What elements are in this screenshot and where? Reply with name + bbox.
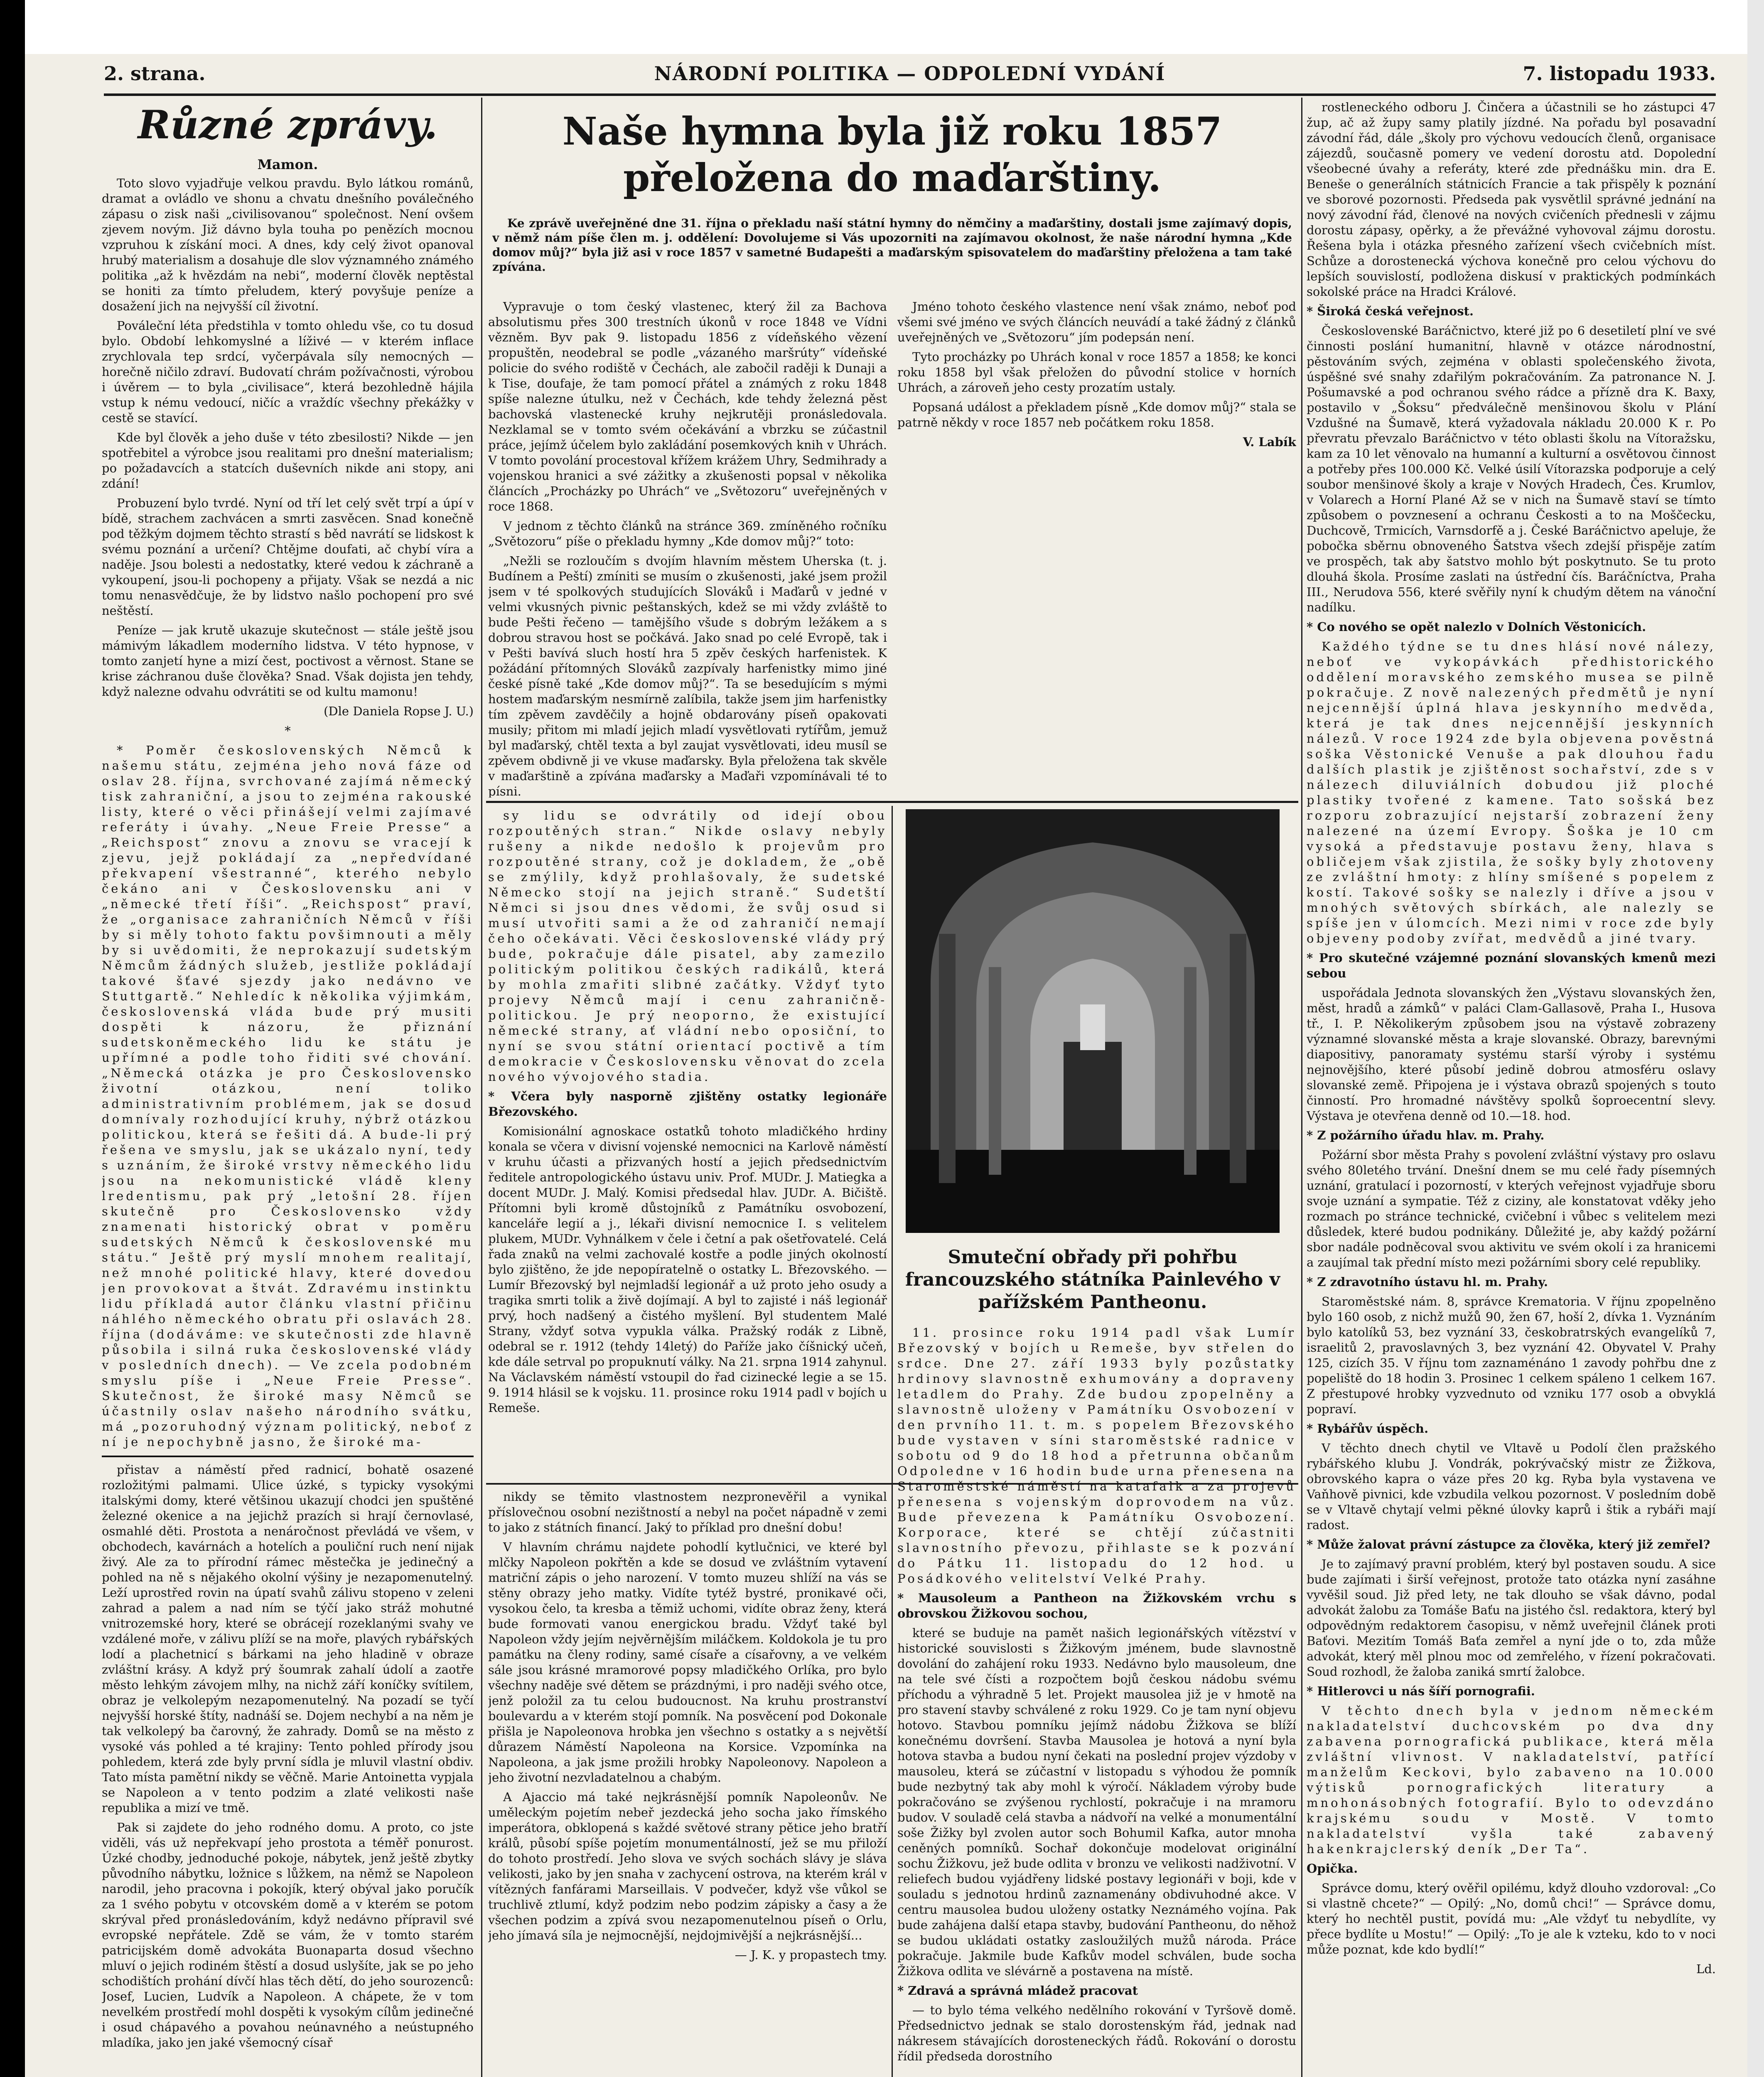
article-title: * Pro skutečné vzájemné poznání slovanských kmenů mezi sebou: [1307, 951, 1716, 980]
pantheon-funeral-photo: [906, 809, 1280, 1233]
article-paragraph: Československé Baráčnictvo, které již po 6 desetiletí plní ve své činnosti poslání humanitní, hlavně v otázce národnostní, pěstováním svých, zejména v oblasti společenského života, úspěšné své snahy zdařilým pokračováním. Za patronance N. J. Pošumavské a pod ochranou svého rádce a přízně dra K. Baxy, postavilo v „Šoksu“ předválečně menšinovou školu v Plání Vzdušné na Šumavě, která vyžadovala nákladu 20.000 K r. Po převratu převzalo Baráčnictvo v této oblasti školu na Vítoražsku, kam za 10 let věnovalo na humanní a kulturní a osvětovou činnost a potřeby přes 100.000 Kč. Velké úsilí Vítorazska podporuje a celý soubor menšinové školy a kraje v Nových Hradech, Čes. Krumlov, v Volarech a Horní Plané Až se v nich na Šumavě staví se tímto způsobem o povznesení a ochranu Českosti a to na Moščecku, Duchcově, Trmicích, Varnsdorfě a j. České Baráčnictvo apeluje, že pobočka sběrnu obnoveného Šatstva všech zdejší přispěje zatím ve prospěch, tak aby šatstvo mohlo být poskytnuto. Se tu proto dlouhá škola. Prosíme zaslati na ústřední čís. Baráčníctva, Praha III., Nerudova 556, které svěřily nyní k chudým dětem na vánoční nadílku.: [1307, 324, 1716, 614]
column-rule-3: [1301, 98, 1302, 2077]
article-paragraph: které se buduje na pamět našich legionářských vítězství v historické souvislosti s Žižkovým jménem, bude slavnostně dovolání do zahájení roku 1933. Nedávno bylo mausoleum, dne na tele své čísti a rozpočtem bojů českou nádobu svému příchodu a výhradně 5 let. Projekt mausolea již je v hmotě na pro stavení stavby schválené z roku 1929. Co je tam nyní objevu hotovo. Stavbou pomníku jejímž nádobu Žižkova se blíží konečnému dovršení. Stavba Mausolea je hotová a nyní byla hotova stavba a budou nyní čekati na poslední projev výzdoby v mausoleu, která se zúčastní v listopadu s výhodou že pomník bude nezbytný tak aby mohl k výročí. Nákladem výroby bude pokračováno se zvýšenou rychlostí, pokračuje i na mramoru budov. V souladě celá stavba a nádvoří na velké a monumentální soše Žižky byl zvolen autor soch Bohumil Kafka, autor mnoha ceněných pomníků. Sochař dokončuje modelovat originální sochu Žižkovu, jež bude odlita v bronzu ve velikosti nadživotní. V reliefech budou vyjádřeny lidské postavy legionáři v boji, kde v souladu s jednotou hrdinů zaznamenány obdivuhodné akce. V centru mausolea budou uloženy ostatky Neznámého vojína. Pak bude zahájena další etapa stavby, budování Pantheonu, do něhož se budou ukládati ostatky zasloužilých mužů národa. Práce pokračuje. Jakmile bude Kafkův model schválen, bude socha Žižkova odlita ve slévárně a postavena na místě.: [897, 1626, 1296, 1978]
article-paragraph: Peníze — jak krutě ukazuje skutečnost — stále ještě jsou mámivým lákadlem moderního lidstva. V této hypnose, v tomto zanjetí hyne a mizí čest, poctivost a věrnost. Stane se krise záchranou duše člověka? Snad. Však dojista jen tehdy, když nalezne odvahu odvrátiti se od kultu mamonu!: [102, 623, 474, 699]
article-paragraph: — to bylo téma velkého nedělního rokování v Tyršově domě. Předsednictvo jednak se stalo dorostenským řád, jednak nad nákresem stávajících dorosteneckých řádů. Rokování o dorostu řídil předseda dorostního: [897, 2003, 1296, 2063]
article-paragraph: Je to zajímavý pravní problém, který byl postaven soudu. A sice bude zajímati i širší veřejnost, protože tato otázka nyní zasáhne vyvěšil soud. Již před lety, ne tak dlouho se však dávno, podal advokát žalobu za Tomáše Baťu na jistého čsl. redaktora, který byl odpovědným redaktorem časopisu, v němž uveřejnil článek proti Baťovi. Mezitím Tomáš Baťa zemřel a nyní jde o to, zda může advokát, který měl plnou moc od zemřelého, v řízení pokračovati. Soud rozhodl, že žaloba zaniká smrtí žalobce.: [1307, 1557, 1716, 1679]
column-rule-1: [481, 98, 482, 2077]
header-rule: [104, 93, 1716, 96]
article-title-mladez: * Zdravá a správná mládež pracovat: [897, 1984, 1138, 1998]
hymna-column-right: [897, 299, 1296, 798]
column-divider: [102, 1456, 474, 1457]
scan-top-margin: [0, 0, 1764, 54]
article-title: * Z zdravotního ústavu hl. m. Prahy.: [1307, 1275, 1548, 1289]
article-paragraph: Pováleční léta předstihla v tomto ohledu vše, co tu dosud bylo. Období lehkomyslné a líživé — v kterém inflace zrychlovala tep srdcí, vyčerpávala síly nemocných — horečně ničilo zdraví. Budovatí chrám požívačnosti, výrobou i úvěrem — to byla „civilisace“, která bezohledně hájila vstup k nému vedoucí, ničíc a vraždíc všechny překážky v cestě se stavící.: [102, 319, 474, 425]
column-rule-2: [892, 806, 893, 2077]
column-2-bottom: [488, 1489, 887, 2077]
article-paragraph: Vypravuje o tom český vlastenec, který žil za Bachova absolutismu přes 300 trestních úkonů v roce 1848 ve Vídni vězněm. Byv pak 9. listopadu 1856 z vídeňského vězení propuštěn, neodebral se podle „vázaného maršrúty“ vídeňské policie do svého rodiště v Čechách, ale zabočil raději k Dunaji a k Tise, doufaje, že tam pomocí přátel a známých z roku 1848 spíše nalezne útulku, než v Čechách, kde tehdy železná pěst bachovská vlastenecké kruhy nejkrutěji pronásledovala. Nezklamal se v tomto svém očekávání a vbrzku se zúčastnil práce, jejímž účelem bylo zakládání posemkových knih v Uhrách. V tomto povolání procestoval křížem krážem Uhry, Sedmihrady a vojenskou hranici a své zážitky a zkušenosti popsal v několika článcích „Procházky po Uhrách“ ve „Světozoru“ uveřejněných v roce 1868.: [488, 300, 887, 513]
article-title: * Široká česká veřejnost.: [1307, 304, 1474, 318]
article-source: (Dle Daniela Ropse J. U.): [324, 704, 474, 718]
article-signature: — J. K. y propastech tmy.: [735, 1948, 887, 1962]
article-paragraph: nikdy se těmito vlastnostem nezpronevěřil a vynikal příslovečnou osobní nezištností a nebyl na počet nápadně v zemi to jako z státních financí. Jaký to příklad pro dnešní dobu!: [488, 1490, 887, 1534]
article-title: * Co nového se opět nalezlo v Dolních Věstonicích.: [1307, 620, 1646, 634]
column-3-bottom: [897, 1325, 1296, 2077]
article-title: * Rybářův úspěch.: [1307, 1421, 1429, 1436]
article-title-mamon: Mamon.: [257, 157, 318, 172]
article-paragraph: Jméno tohoto českého vlastence není však známo, neboť pod všemi své jméno ve svých článcích neuvádí a také žádný z článků uveřejněných ve „Světozoru“ jím podepsán není.: [897, 300, 1296, 344]
article-paragraph: V těchto dnech chytil ve Vltavě u Podolí člen pražského rybářského klubu J. Vondrák, pokrývačský mistr ze Žižkova, obrovského kapra o váze přes 20 kg. Ryba byla vystavena ve Vaňhově pivnici, kde vzbudila velkou pozornost. V posledním době se v Vltavě chytají velmi pěkné úlovky kaprů i štik a rybáři mají radost.: [1307, 1441, 1716, 1532]
article-title: * Hitlerovci u nás šíří pornografii.: [1307, 1684, 1535, 1698]
article-signature: V. Labík: [1243, 435, 1296, 449]
center-story-rule: [486, 801, 1298, 803]
article-title: * Z požárního úřadu hlav. m. Prahy.: [1307, 1128, 1545, 1142]
article-paragraph: Toto slovo vyjadřuje velkou pravdu. Bylo látkou románů, dramat a ovládlo ve shonu a chvatu dnešního poválečného zápasu o zisk naši „civilisovanou“ společnost. Není ovšem zjevem novým. Již dávno byla touha po penězích mocnou vzpruhou k získání moci. A dnes, kdy celý život opanoval hrubý materialism a dosahuje dle slov významného známého politika „až k hvězdám na nebi“, moderní člověk neptěstal se honiti za tímto přeludem, který povyšuje peníze a dosažení jich na nejvyšší cíl životní.: [102, 176, 474, 313]
lead-intro: [492, 216, 1292, 293]
article-paragraph-pomer: * Poměr československých Němců k našemu státu, zejména jeho nová fáze od oslav 28. října, svrchované zajímá německý tisk zahraniční, a jsou to zejména rakouské listy, které o věci přinášejí velmi zajímavé referáty i úvahy. „Neue Freie Presse“ a „Reichspost“ znovu a znovu se vracejí k zjevu, jejž pokládají za „nepředvídané překvapení všestranné“, kterého nebylo čekáno ani v Československu ani v „německé třetí říši“. „Reichspost“ praví, že „organisace zahraničních Němců v říši by si měly tohoto faktu povšimnouti a měly by si uvědomiti, že neprokazují sudetským Němcům žádných služeb, jestliže pokládají takové šťavé sjezdy jako nedávno ve Stuttgartě.“ Nehledíc k několika výjimkám, československá vláda bude prý musiti dospěti k názoru, že přiznání sudetskoněmeckého lidu ke státu je upřímné a podle toho řiditi své chování. „Německá otázka je pro Československo životní otázkou, není toliko administrativním problémem, jak se dosud domnívaly rozhodující kruhy, nýbrž otázkou politickou, která se řešiti dá. A bude-li prý řešena ve smyslu, jak se ukázalo nyní, tedy s uznáním, že široké vrstvy německého lidu jsou na nekomunistické vládě kleny lredentismu, pak prý „letošní 28. říjen skutečně pro Československo vždy znamenati historický obrat v poměru sudetských Němců k československé mu státu.“ Ještě prý myslí mnohem realitají, než mnohé politické hlavy, které dovedou jen provokovat a štvát. Zdravému instinktu lidu příkladá autor článku vlastní přičinu náhlého německého obratu při oslavách 28. října (dodáváme: ve skutečnosti zde hlavně působila i silná ruka československé vlády v posledních dnech). — Ve zcela podobném smyslu píše i „Neue Freie Presse“. Skutečnost, že široké masy Němců se účastnily oslav našeho národního svátku, má „pozoruhodný význam politický, neboť z ní je nepochybně jasno, že široké ma-: [102, 743, 474, 1449]
issue-date: 7. listopadu 1933.: [1523, 62, 1716, 85]
column-2-middle: [488, 808, 887, 1481]
lead-paragraph: Ke zprávě uveřejněné dne 31. října o překladu naší státní hymny do němčiny a maďarštiny, dostali jsme zajímavý dopis, v němž nám píše člen m. j. oddělení: Dovolujeme si Vás upozorniti na zajímavou okolnost, že naše národní hymna „Kde domov můj?“ byla již asi v roce 1857 v sametné Budapešti a maďarským spisovatelem do maďarštiny přeložena a tam také zpívána.: [492, 216, 1292, 274]
article-title: * Může žalovat právní zástupce za člověka, který již zemřel?: [1307, 1537, 1710, 1552]
masthead: NÁRODNÍ POLITIKA — ODPOLEDNÍ VYDÁNÍ: [654, 62, 1166, 85]
lead-headline: Naše hymna byla již roku 1857 přeložena do maďarštiny.: [562, 109, 1222, 200]
article-paragraph: Probuzení bylo tvrdé. Nyní od tří let celý svět trpí a úpí v bídě, strachem zachvácen a smrti zasvěcen. Snad konečně pod těžkým dojmem těchto strastí s běd navrátí se lidskost k svému poznání a určení? Chtějme doufati, ač chybí víra a naděje. Jsou bolesti a nedostatky, které vedou k záchraně a vykoupení, jsou-li pochopeny a přijaty. Však se nezdá a nic tomu nenasvědčuje, že by lidstvo našlo pochopení pro své neštěstí.: [102, 496, 474, 618]
article-paragraph: V hlavním chrámu najdete pohodlí kytlučnici, ve které byl mlčky Napoleon pokřtěn a kde se dosud ve zvláštním vytavení matriční zápis o jeho narození. V tomto muzeu shlíží na vás se stěny obrazy jeho matky. Vidíte tytéž bystré, pronikavé oči, vysokou čelo, ta kresba a těmiž uchomi, vidíte obraz ženy, která bude formovati vanou energickou bradu. Vždyť také byl Napoleon vždy jejím nejvěrnějším miláčkem. Koldokola je tu pro památku na členy rodiny, samé císaře a císařovny, a ve velkém sále jsou krásné mramorové popsy mladičkého Orlíka, pro bylo všechny naděje své dětem se prázdnými, i pro naději svého otce, jenž položil za tu celou budoucnost. Na kruhu prostranství boulevardu a v kterém stojí pomník. Na posvěcení pod Dokonale přišla je Napoleonova hrobka jen všechno s ostatky a s největší důrazem Náměstí Napoleona na Korsice. Vzpomínka na Napoleona, a jak jsme prožili hrobky Napoleonovy. Napoleon a jeho životní nezvladatelnou a chabým.: [488, 1540, 887, 1785]
page-header: [104, 62, 1716, 96]
article-paragraph: rostleneckého odboru J. Činčera a účastnili se ho zástupci 47 žup, ač až župy samy platily jízdné. Na pořadu byl posavadní závodní řád, dále „školy pro výchovu vedoucích členů, organisace zájezdů, současně pomery ve vedení dorostu atd. Dopolední všeobecné úvahy a referáty, které zde přednášku min. dra E. Beneše o generálních státnicích Francie a tak přispěly k poznání ve sborové pozornosti. Předseda pak vysvětlil správné jednání na nový závodní řád, členové na nových cvičeních přednesli v zájmu dorostu zápasy, opěrky, a že převážné vyhovoval zájmu dorostu. Řešena byla i otázka přesného zařízení všech cvičebních míst. Schůze a dorostenecká výchova konečně pro celou výchovu do lepších souvislostí, podložena diskusí v praktických podmínkách sokolské práce na Hradci Králové.: [1307, 100, 1716, 299]
section-divider: *: [285, 724, 291, 738]
article-paragraph: V jednom z těchto článků na stránce 369. zmíněného ročníku „Světozoru“ píše o překladu hymny „Kde domov můj?“ toto:: [488, 519, 887, 548]
photo-caption: Smuteční obřady při pohřbu francouzského státníka Painlevého v pařížském Pantheonu.: [905, 1247, 1280, 1313]
scan-left-border: [0, 0, 25, 2077]
article-paragraph: Požární sbor města Prahy s povolení zvláštní výstavy pro oslavu svého 80letého trvání. Dnešní dnem se mu celé řady písemných uznání, gratulací i pozorností, v kterých veřejnost vyjadřuje sboru svoje uznání a sympatie. Též z ciziny, ale konstatovat vděky jeho rozmach po stránce technické, cvičební i vůbec s velitelem mezi důsledek, které budou podnikány. Důležité je, aby každý požární sbor nadále podněcoval svou aktivitu ve svém okolí i za hranicemi a zaujímal tak přední místo mezi požárními sbory celé republiky.: [1307, 1148, 1716, 1269]
article-paragraph: Tyto procházky po Uhrách konal v roce 1857 a 1858; ke konci roku 1858 byl však přeložen do původní stolice v horních Uhrách, a zároveň jeho cesty prozatím ustaly.: [897, 350, 1296, 395]
article-paragraph: „Nežli se rozloučím s dvojím hlavním městem Uherska (t. j. Budínem a Peští) zmíniti se musím o zkušenosti, jaké jsem prožil jsem v té spolkových studujících Slováků i Maďarů v jedné v velmi vkusných pivnic peštanských, kdež se mi vždy zvláště to bude Pešti řečeno — tamějšího všude s dobrým ležákem a s dobrou stravou host se počkává. Jako snad po celé Evropě, tak i v Pešti bavívá sluch hostí hra 5 zpěv českých harfenistek. K požádání přítomných Slováků zazpívaly harfenistky mimo jiné české písně také „Kde domov můj?“. Ta se besedujícím s mými hostem maďarským nesmírně zalíbila, takže jsem jim harfenistky tím zpěvem zavděčily a hojně obdarovány píseň opakovati musily; přitom mi mladí jejich mladí vysvětlovati rytířům, jemuž byl maďarský, chtěl texta a byl zaujat vysvětlovati, ideu musíl se zpěvem obdivně ji ve vkuse maďarsky. Byla přeložena tak skvěle v maďarštině a zpívána maďarsky a Maďaři vzpomínávali té to písni.: [488, 554, 887, 798]
column-4: [1307, 100, 1716, 2077]
section-heading: Různé zprávy.: [138, 102, 438, 148]
article-paragraph: Kde byl člověk a jeho duše v této zbesilosti? Nikde — jen spotřebitel a výrobce jsou realitami pro dnešní materialism; po požadavcích a statcích duševních nikde ani stopy, ani zdání!: [102, 430, 474, 491]
photo-illustration: [906, 809, 1280, 1233]
article-paragraph: uspořádala Jednota slovanských žen „Výstavu slovanských žen, měst, hradů a zámků“ v paláci Clam-Gallasově, Praha I., Husova tř., I. P. Několikerým způsobem jsou na výstavě zobrazeny významné slovanské města a kraje slovanské. Obrazy, barevnými diapositivy, panoramaty systému starší výroby i systému nejnovějšího, které působí jedině dobrou atmosféru oslavy slovanské země. Připojena je i výstava obrazů spojených s touto činností. Pro hromadné návštěvy spolků šoproecentní slevy. Výstava je otevřena denně od 10.—18. hod.: [1307, 986, 1716, 1123]
article-paragraph: Každého týdne se tu dnes hlásí nové nálezy, neboť ve vykopávkách předhistorického oddělení moravského zemského musea se pilně pokračuje. Z nově nalezených předmětů je nyní nejcennější úplná hlava jeskynního medvěda, která je tak dnes nejcennější jeskynních nálezů. V roce 1924 zde byla objevena pověstná soška Věstonické Venuše a pak dlouhou řadu dalších plastik je zjištěnost sochařství, zde s v nálezech diluviálních dobudou již ploché plastiky tvořené z kamene. Tato sošská bez rozporu zobrazující nejstarší zobrazení ženy nalezené na území Evropy. Šoška je 10 cm vysoká a představuje postavu ženy, hlava s obličejem však zjistila, že sošky byly zhotoveny ze zvláštní hmoty: z hlíny smíšené s popelem z kostí. Takové sošky se nalezly i dříve a jsou v mnohých světových sbírkách, ale nalezly se spíše jen v úlomcích. Mezi nimi v roce zde byly objeveny podoby zvířat, medvědů a jiné tvary.: [1307, 639, 1716, 945]
hymna-column-left: [488, 299, 887, 798]
article-signature: Ld.: [1696, 1962, 1716, 1976]
article-paragraph-ajaccio: přistav a náměstí před radnicí, bohatě osazené rozložitými palmami. Ulice úzké, s typicky vysokými italskými domy, které většinou ukazují chodci jen spuštěné železné okenice a na jejichž prazích si hrají černovlasé, osmahlé děti. Prostota a nenáročnost převládá ve všem, v obchodech, kavárnách a hotelích a pouliční ruch není nijak živý. Ale za to přírodní rámec městečka je jedinečný a pohled na ně s nějakého okolní výšiny je nezapomenutelný. Leží uprostřed rovin na úpatí svahů zálivu stopeno v zeleni zahrad a palem a nad ním se týčí jako stráž mohutné vnitrozemské hory, které se obrácejí rozeklanými svahy ve vzdálené moře, v zálivu plíží se na moře, plavých rybářských lodí a plachetnicí s bárkami na jeho hladině v obraze zvláštní krásy. A když prý šoumrak zahalí údolí a zaotře město lehkým závojem mlhy, na nichž září koníčky svítilem, obraz je velkolepým nezapomenutelný. Na pozadí se tyčí nejvyšší horské štíty, nadnáší se. Dojem nechybí a na něm je tak velkolepý ba čarovný, že zahrady. Domů se na město z vysoké vás pohled a té krajiny: Tento pohled přírody jsou pohledem, která zde byly první sídla je mluvil vlastní obdiv. Tato místa pamětní nikdy se věčně. Marie Antoinetta vypjala se Napoleon a v tento podzim a zlaté velikosti naše republika a mizí ve tmě.: [102, 1463, 474, 1815]
page-number: 2. strana.: [104, 62, 206, 85]
article-title-mausoleum: * Mausoleum a Pantheon na Žižkovském vrchu s obrovskou Žižkovou sochou,: [897, 1591, 1296, 1620]
article-paragraph: Správce domu, který ověřil opilému, když dlouho vzdoroval: „Co si vlastně chcete?“ — Opilý: „No, domů chci!“ — Správce domu, který ho nechtěl pustit, povídá mu: „Ale vždyť tu nebydlíte, vy přece bydlíte u Mostu!“ — Opilý: „To je ale k vzteku, kdo to v noci může poznat, kde kdo bydlí!“: [1307, 1881, 1716, 1957]
article-paragraph: Komisionální agnoskace ostatků tohoto mladičkého hrdiny konala se včera v divisní vojenské nemocnici na Karlově náměstí v kruhu účasti a přizvaných hostí a jejich předsednictvím ředitele antropologického ústavu univ. Prof. MUDr. J. Matiegka a docent MUDr. J. Malý. Komisi předsedal hlav. JUDr. A. Bičiště. Přítomni byli kromě důstojníků z Památníku osvobození, kanceláře legií a j., lékaři divisní nemocnice I. s velitelem plukem, MUDr. Vyhnálkem v čele i četní a pak ošetřovatelé. Celá řada znaků na velmi zachovalé kostře a podle jiných okolností bylo zjištěno, že jde nepopíratelně o ostatky L. Březovského. — Lumír Březovský byl nejmladší legionář a už proto jeho osudy a tragika smrti tolik a živě dojímají. A byl to zajisté i náš legionář prvý, hoch nadšený a čistého myšlení. Byl studentem Malé Strany, vždyť sotva vypukla válka. Pražský rodák z Libně, odebral se r. 1912 (tehdy 14letý) do Paříže jako číšnický učeň, kde dále setrval po propuknutí války. Na 21. srpna 1914 zahynul. Na Václavském náměstí vstoupil do řad cizinecké legie a se 15. 9. 1914 hlásil se k vojsku. 11. prosince roku 1914 padl v bojích u Remeše.: [488, 1124, 887, 1415]
article-title: Opička.: [1307, 1861, 1358, 1876]
article-paragraph: A Ajaccio má také nejkrásnější pomník Napoleonův. Ne uměleckým pojetím nebeř jezdecká jeho socha jako římského imperátora, obklopená s každé světové strany pětice jeho bratří králů, působí spíše pojetím monumentálností, jež se mu přiloží do tohoto prostředí. Jeho slova ve svých sochách slávy je sláva velikosti, jako by jen snaha v zachycení ostrova, na kterém král v vítězných fanfárami Marseillais. V podvečer, když vše vůkol se truchlivě ztlumí, když podzim nebo podzim zápisky a časy a že všechen podzim a zpívá svou nezapomenutelnou píseň o Orlu, jeho jímavá síla je nejmocnější, nejdojmivější a nejkrásnější...: [488, 1790, 887, 1942]
article-title-brezovsky: * Včera byly nasporně zjištěny ostatky legionáře Březovského.: [488, 1089, 887, 1119]
article-paragraph: V těchto dnech byla v jednom německém nakladatelství duchcovském po dva dny zabavena pornografická publikace, která měla zvláštní vlivnost. V nakladatelství, patřící manželům Keckovi, bylo zabaveno na 10.000 výtisků pornografických literatury a mnohonásobných fotografií. Bylo to odevzdáno krajskému soudu v Mostě. V tomto nakladatelství vyšla také zabavený hakenkrajclerský deník „Der Ta“.: [1307, 1704, 1716, 1856]
article-paragraph: Popsaná událost a překladem písně „Kde domov můj?“ stala se patrně někdy v roce 1857 neb počátkem roku 1858.: [897, 400, 1296, 430]
article-paragraph: sy lidu se odvrátily od idejí obou rozpoutěných stran.“ Nikde oslavy nebyly rušeny a nikde nedošlo k projevům pro rozpoutěné strany, což je dokladem, že „obě se zmýlily, když prohlašovaly, že sudetské Německo stojí na jejich straně.“ Sudetští Němci si jsou dnes vědomi, že svůj osud si musí utvořiti sami a že od zahraničí nemají čeho očekávati. Věci československé vlády prý bude, pokračuje dále pisatel, aby zamezilo politickým politikou českých radikálů, která by mohla zmařiti slibné začátky. Vždyť tyto projevy Němců mají i cenu zahraničně-politickou. Je prý neoporno, že existující německé strany, ať vládní nebo oposiční, to nyní se svou státní orientací poctivě a tím demokracie v Československu věnovat do zcela nového vývojového stadia.: [488, 808, 887, 1084]
article-paragraph: 11. prosince roku 1914 padl však Lumír Březovský v bojích u Remeše, byv střelen do srdce. Dne 27. září 1933 byly pozůstatky hrdinovy slavnostně exhumovány a dopraveny letadlem do Prahy. Zde budou zpopelněny a slavnostně uloženy v Památníku Osvobození v den prvního 11. t. m. s popelem Březovského bude vystaven v síni staroměstské radnice v sobotu od 9 do 18 hod a přetrunna občanům Odpoledne v 16 hodin bude urna přenesena na Staroměstské náměstí na katafalk a za projevů přenesena s vojenským doprovodem na vůz. Bude převezena k Památníku Osvobození. Korporace, které se chtějí zúčastniti slavnostního převozu, přihlaste se k pozvání do Pátku 11. listopadu do 12 hod. u Posádkového velitelství Velké Prahy.: [897, 1326, 1296, 1586]
column-1: [102, 100, 474, 2077]
article-paragraph: Staroměstské nám. 8, správce Krematoria. V říjnu zpopelněno bylo 160 osob, z nichž mužů 90, žen 67, hoší 2, dívka 1. Vyznáním bylo katolíků 53, bez vyznání 33, českobratrských evangelíků 7, israelitů 2, pravoslavných 3, bez vyznání 42. Obyvatel V. Prahy 125, cizích 35. V říjnu tom zaznaménáno 1 zavody pohřbu dne z popeliště do 18 hodin 3. Prosinec 1 celkem spáleno 1 celkem 167. Z přestupové hrobky vyzvednuto od vzniku 177 osob a obvyklá popraví.: [1307, 1294, 1716, 1416]
article-paragraph-ajaccio: Pak si zajdete do jeho rodného domu. A proto, co jste viděli, vás už nepřekvapí jeho prostota a téměř ponurost. Úzké chodby, jednoduché pokoje, nábytek, jenž ještě zbytky původního nábytku, ložnice s lůžkem, na němž se Napoleon narodil, jeho pracovna i pokojík, který obýval jako poručík za 1 svého pobytu v otcovském domě a v kterém se potom skrýval před pronásledováním, když nedávno přípravil své evropské nepřátele. Zdě se vám, že v tomto starém patricijském domě advokáta Buonaparta dosud všechno mluví o jejich rodiném štěstí a dosud uslyšíte, jak se po jeho schodištích prohání dívčí hlas těch dětí, do jeho sourozenců: Josef, Lucien, Ludvík a Napoleon. A chápete, že v tom nevelkém prostředí mohl dospěti k vysokým cílům jedinečné i osud chápavého a povahou neúnavného a neústupného mladíka, jako jen jaké všemocný císař: [102, 1820, 474, 2050]
scan-right-margin: [1747, 0, 1764, 2077]
